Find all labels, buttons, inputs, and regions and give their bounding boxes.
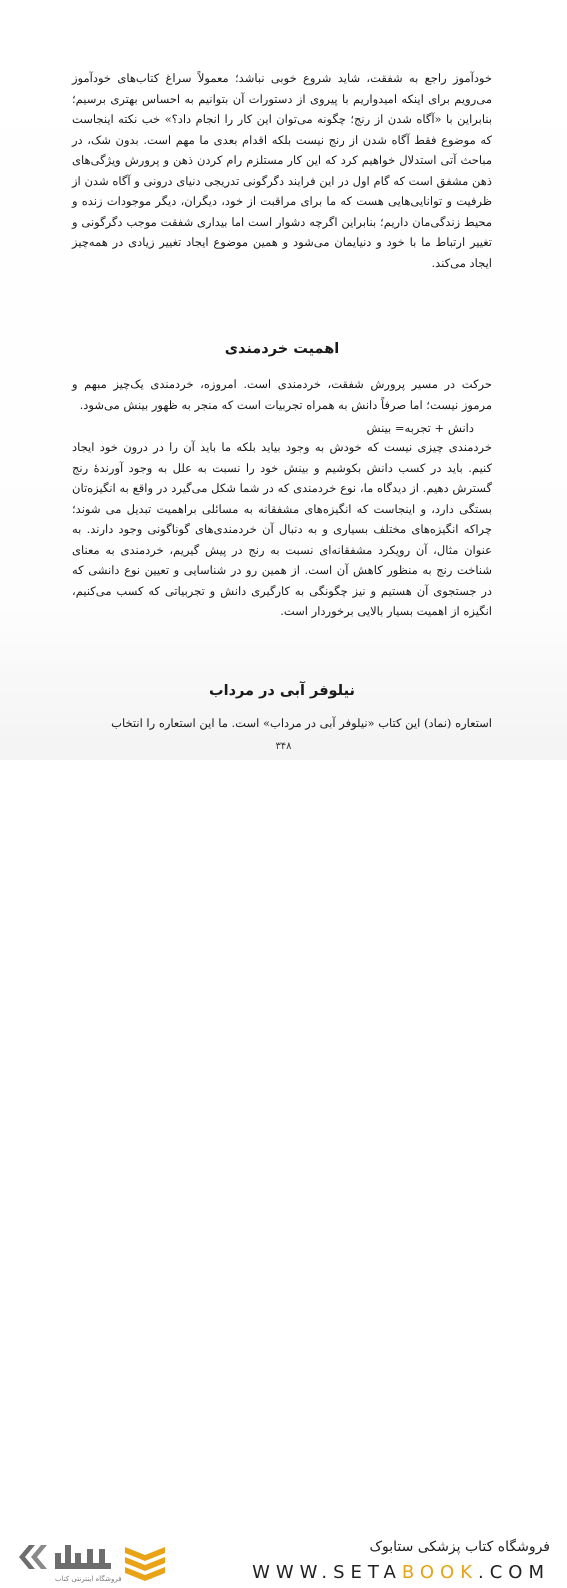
- book-page: [0, 0, 567, 760]
- section-heading-wisdom: اهمیت خردمندی: [224, 341, 340, 357]
- paragraph-text: استعاره (نماد) این کتاب «نیلوفر آبی در مرداب» است. ما این استعاره را انتخاب: [111, 716, 492, 730]
- formula-line: دانش + تجربه= بینش: [366, 421, 474, 435]
- url-highlight: BOOK: [401, 1562, 478, 1583]
- store-url-link[interactable]: [190, 1562, 550, 1583]
- setabook-logo-icon: [15, 1539, 165, 1584]
- store-footer: [0, 760, 567, 1583]
- paragraph-text: حرکت در مسیر پرورش شفقت، خردمندی است. امروزه، خردمندی یک‌چیز مبهم و مرموز نیست؛ اما صرفاً دانش به همراه تجربیات است که منجر به ظهور بینش می‌شود.: [72, 377, 492, 412]
- section-heading-lotus: نیلوفر آبی در مرداب: [209, 683, 355, 699]
- paragraph-wisdom-body: [72, 437, 492, 622]
- paragraph-lotus: [72, 713, 492, 734]
- paragraph-wisdom-definition: [72, 374, 492, 415]
- url-prefix: WWW.SETA: [252, 1562, 402, 1583]
- svg-text:فروشگاه اینترنتی کتاب: فروشگاه اینترنتی کتاب: [55, 1575, 122, 1583]
- page-number: ۳۴۸: [275, 741, 292, 752]
- paragraph-intro: [72, 68, 492, 273]
- url-suffix: .COM: [478, 1562, 550, 1583]
- paragraph-text: خردمندی چیزی نیست که خودش به وجود بیاید بلکه ما باید آن را در درون خود ایجاد کنیم. باید در کسب دانش بکوشیم و بینش خود را نسبت به علل به وجود آورنده‌ٔ رنج گسترش دهیم. از دیدگاه ما، نوع خردمندی که در شما شکل می‌گیرد در واقع به انگیزه‌تان بستگی دارد، و اینجاست که انگیزه‌های مشفقانه به مسائلی براهمیت تبدیل می شوند؛ چراکه انگیزه‌های مختلف بسیاری و به دنبال آن خردمندی‌های گوناگونی وجود دارند. به عنوان مثال، آن رویکرد مشفقانه‌ای نسبت به رنج در پیش گیریم، خردمندی به معنای شناخت رنج به منظور کاهش آن است. از همین رو در شناسایی و تعیین نوع دانشی که در جستجوی آن هستیم و نیز چگونگی به کارگیری دانش و تجربیاتی که کسب می‌کنیم، انگیزه از اهمیت بسیار بالایی برخوردار است.: [72, 440, 492, 618]
- store-name: فروشگاه کتاب پزشکی ستابوک: [369, 1539, 550, 1555]
- paragraph-text: خودآموز راجع به شفقت، شاید شروع خوبی نباشد؛ معمولاً سراغ کتاب‌های خودآموز می‌رویم برای اینکه امیدواریم با پیروی از دستورات آن بتوانیم به احساس بهتری برسیم؛ بنابراین با «آگاه شدن از رنج؛ چگونه می‌توان این کار را انجام داد؟» خب نکته اینجاست که موضوع فقط آگاه شدن از رنج نیست بلکه اقدام بعدی ما مهم است. بدون شک، در مباحث آتی استدلال خواهیم کرد که این کار مستلزم رام کردن ذهن و پرورش ویژگی‌های ذهن مشفق است که گام اول در این فرایند دگرگونی تدریجی دنیای درونی و آگاه شدن از ظرفیت و توانایی‌هایی هست که ما برای مراقبت از خود، دیگران، دیگر موجودات زنده و محیط زندگی‌مان داریم؛ بنابراین اگرچه دشوار است اما بیداری شفقت موجب دگرگونی و تغییر ارتباط ما با خود و دنیایمان می‌شود و همین موضوع ایجاد تغییر زیادی در همه‌چیز ایجاد می‌کند.: [72, 71, 492, 270]
- setabook-logo: [15, 1539, 165, 1584]
